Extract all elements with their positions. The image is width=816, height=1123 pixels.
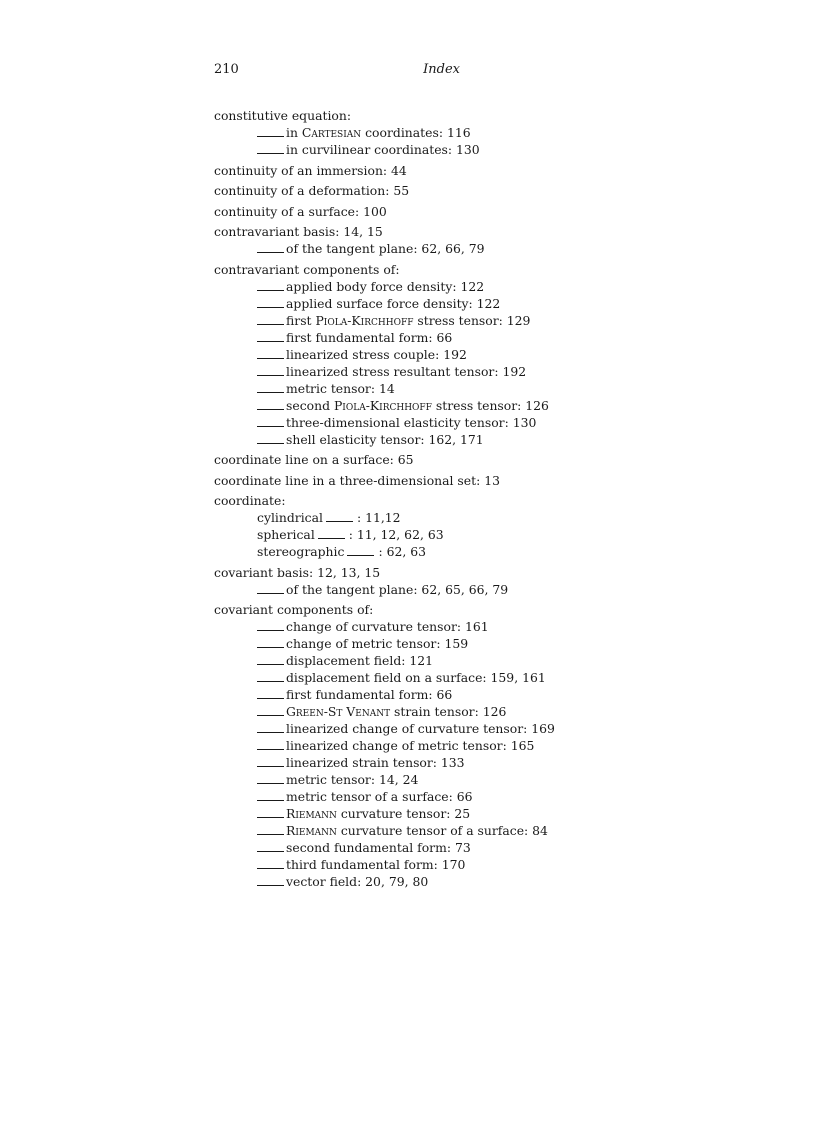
entry-text: continuity of a surface: 100 [214, 203, 387, 219]
index-subentry [214, 669, 634, 686]
entry-text: curvature tensor: 25 [336, 806, 471, 821]
repeat-dash [257, 417, 284, 427]
index-entry [214, 182, 634, 199]
index-entry [214, 223, 634, 240]
entry-text: change of metric tensor: 159 [286, 636, 469, 651]
entry-text: stress tensor: 129 [413, 312, 531, 328]
index-subentry [214, 737, 634, 754]
name-smallcaps: Piola-Kirchhoff [315, 312, 414, 328]
repeat-dash [257, 298, 284, 308]
index-subentry [214, 788, 634, 805]
page-header [214, 62, 460, 80]
index-subentry [214, 240, 634, 257]
entry-text: contravariant components of: [214, 261, 400, 277]
entry-text: cylindrical [257, 510, 323, 525]
name-smallcaps: Cartesian [301, 125, 362, 140]
entry-text: metric tensor of a surface: 66 [286, 789, 473, 804]
repeat-dash [257, 584, 284, 594]
entry-text: stereographic [257, 544, 345, 559]
repeat-dash [257, 774, 284, 784]
entry-text: : 11, 12, 62, 63 [348, 527, 444, 542]
entry-text: : 62, 63 [378, 544, 426, 559]
index-subentry [214, 295, 634, 312]
index-subentry [214, 805, 634, 822]
index-entry [214, 564, 634, 581]
entry-text: strain tensor: 126 [390, 704, 507, 719]
repeat-dash [257, 706, 284, 716]
entry-text: contravariant basis: 14, 15 [214, 224, 383, 239]
index-subentry [214, 754, 634, 771]
repeat-dash [257, 723, 284, 733]
name-smallcaps: Riemann [286, 823, 337, 838]
entry-text: of the tangent plane: 62, 66, 79 [286, 241, 485, 256]
entry-text: covariant basis: 12, 13, 15 [214, 564, 381, 580]
repeat-dash [318, 529, 345, 539]
index-entry [214, 472, 634, 489]
entry-text: metric tensor: 14, 24 [286, 772, 419, 787]
entry-text: shell elasticity tensor: 162, 171 [286, 431, 484, 447]
repeat-dash [257, 859, 284, 869]
entry-text: linearized stress resultant tensor: 192 [286, 363, 527, 379]
entry-text: curvature tensor of a surface: 84 [336, 823, 548, 838]
entry-text: change of curvature tensor: 161 [286, 619, 489, 634]
index-subentry [214, 543, 634, 560]
entry-text: first fundamental form: 66 [286, 687, 453, 702]
repeat-dash [347, 546, 374, 556]
repeat-dash [257, 672, 284, 682]
index-subentry [214, 431, 634, 448]
entry-text: continuity of an immersion: 44 [214, 162, 407, 178]
index-subentry [214, 686, 634, 703]
index-subentry [214, 873, 634, 890]
repeat-dash [257, 315, 284, 325]
index-subentry [214, 839, 634, 856]
entry-text: displacement field on a surface: 159, 161 [286, 670, 546, 685]
entry-text: coordinate line on a surface: 65 [214, 452, 414, 467]
repeat-dash [257, 243, 284, 253]
repeat-dash [257, 740, 284, 750]
repeat-dash [257, 808, 284, 818]
index-subentry [214, 346, 634, 363]
index-entry [214, 261, 634, 278]
index-entry [214, 601, 634, 618]
name-smallcaps: Piola-Kirchhoff [333, 397, 432, 413]
index-entry [214, 451, 634, 468]
name-smallcaps: Green-St Venant [286, 704, 391, 719]
entry-text: linearized strain tensor: 133 [286, 755, 465, 770]
index-subentry [214, 329, 634, 346]
entry-text: coordinates: 116 [361, 125, 471, 140]
entry-text: covariant components of: [214, 602, 374, 617]
entry-text: of the tangent plane: 62, 65, 66, 79 [286, 581, 509, 597]
repeat-dash [257, 281, 284, 291]
repeat-dash [257, 434, 284, 444]
repeat-dash [257, 332, 284, 342]
entry-text: : 11,12 [356, 510, 401, 525]
repeat-dash [257, 825, 284, 835]
entry-text: linearized change of curvature tensor: 169 [286, 721, 555, 736]
entry-text: in curvilinear coordinates: 130 [286, 142, 480, 157]
index-subentry [214, 414, 634, 431]
index-entry [214, 162, 634, 179]
entry-text: linearized stress couple: 192 [286, 346, 467, 362]
index-subentry [214, 278, 634, 295]
entry-text: first [286, 312, 316, 328]
entry-text: second fundamental form: 73 [286, 840, 471, 855]
index-subentry [214, 618, 634, 635]
repeat-dash [326, 512, 353, 522]
repeat-dash [257, 349, 284, 359]
entry-text: coordinate line in a three-dimensional set: 13 [214, 472, 500, 488]
index-subentry [214, 124, 634, 141]
repeat-dash [257, 757, 284, 767]
entry-text: third fundamental form: 170 [286, 857, 466, 872]
repeat-dash [257, 689, 284, 699]
entry-text: metric tensor: 14 [286, 380, 395, 396]
repeat-dash [257, 383, 284, 393]
entry-text: in [286, 125, 302, 140]
index-subentry [214, 380, 634, 397]
index-subentry [214, 312, 634, 329]
index-subentry [214, 141, 634, 158]
index-subentry [214, 397, 634, 414]
entry-text: displacement field: 121 [286, 653, 434, 668]
index-subentry [214, 822, 634, 839]
entry-text: continuity of a deformation: 55 [214, 183, 410, 198]
index-subentry [214, 509, 634, 526]
repeat-dash [257, 127, 284, 137]
index-subentry [214, 652, 634, 669]
entry-text: constitutive equation: [214, 108, 352, 123]
repeat-dash [257, 400, 284, 410]
index-entry [214, 203, 634, 220]
entry-text: stress tensor: 126 [431, 397, 549, 413]
index-subentry [214, 635, 634, 652]
entry-text: linearized change of metric tensor: 165 [286, 738, 535, 753]
repeat-dash [257, 144, 284, 154]
repeat-dash [257, 638, 284, 648]
index-subentry [214, 581, 634, 598]
repeat-dash [257, 876, 284, 886]
entry-text: second [286, 397, 334, 413]
entry-text: first fundamental form: 66 [286, 329, 453, 345]
page-number: 210 [214, 62, 239, 77]
entry-text: applied body force density: 122 [286, 278, 485, 294]
repeat-dash [257, 655, 284, 665]
repeat-dash [257, 621, 284, 631]
index-subentry [214, 720, 634, 737]
name-smallcaps: Riemann [286, 806, 337, 821]
index-subentry [214, 771, 634, 788]
repeat-dash [257, 842, 284, 852]
index-entry [214, 107, 634, 124]
running-head: Index [423, 62, 460, 77]
index-subentry [214, 703, 634, 720]
index-subentry [214, 526, 634, 543]
index-subentry [214, 856, 634, 873]
repeat-dash [257, 791, 284, 801]
entry-text: spherical [257, 527, 315, 542]
entry-text: three-dimensional elasticity tensor: 130 [286, 414, 537, 430]
index-subentry [214, 363, 634, 380]
entry-text: vector field: 20, 79, 80 [286, 874, 429, 889]
index-list [214, 107, 634, 890]
index-entry [214, 492, 634, 509]
entry-text: applied surface force density: 122 [286, 295, 501, 311]
repeat-dash [257, 366, 284, 376]
entry-text: coordinate: [214, 493, 286, 508]
